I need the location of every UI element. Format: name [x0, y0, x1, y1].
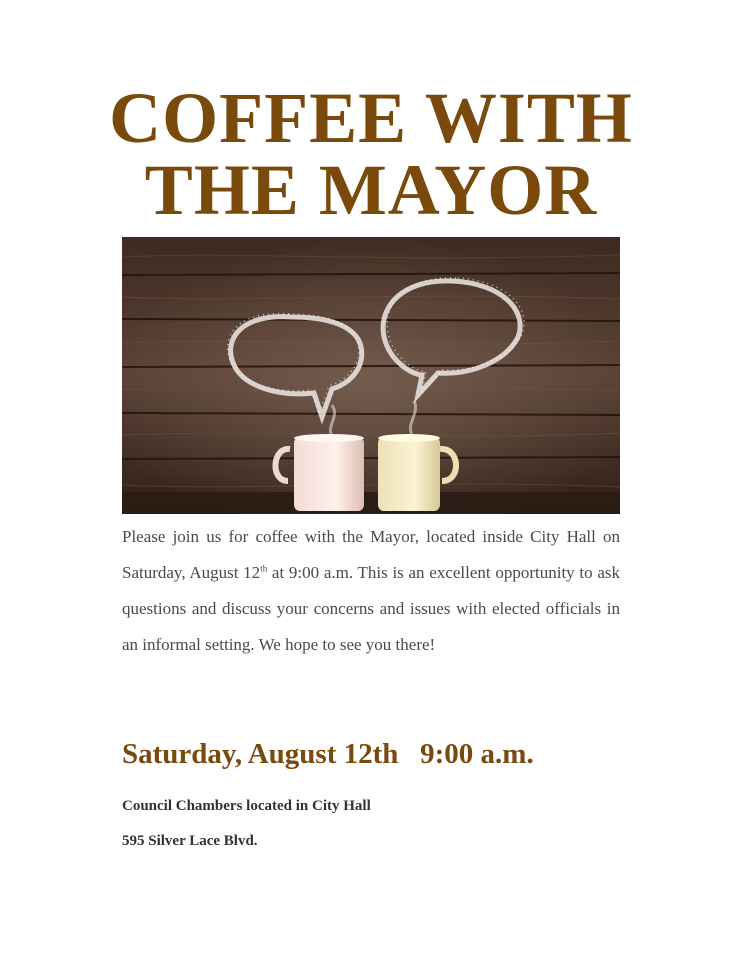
title-line-1: COFFEE WITH [109, 78, 633, 158]
location-address: 595 Silver Lace Blvd. [122, 833, 258, 849]
body-text-part2: at 9:00 a.m. This is an excellent opportunity to ask questions and discuss your concerns and issues with elected officials in an informal setting. We hope to see you there! [122, 563, 620, 654]
title-line-2: THE MAYOR [144, 150, 598, 230]
body-paragraph [122, 519, 620, 663]
body-text-part1: Please join us for coffee with the Mayor, located inside City Hall on Saturday, August 12 [122, 527, 620, 582]
location-venue: Council Chambers located in City Hall [122, 798, 371, 814]
event-date-time: Saturday, August 12th 9:00 a.m. [122, 738, 534, 770]
ordinal-suffix: th [260, 563, 268, 574]
coffee-photo [122, 237, 620, 514]
